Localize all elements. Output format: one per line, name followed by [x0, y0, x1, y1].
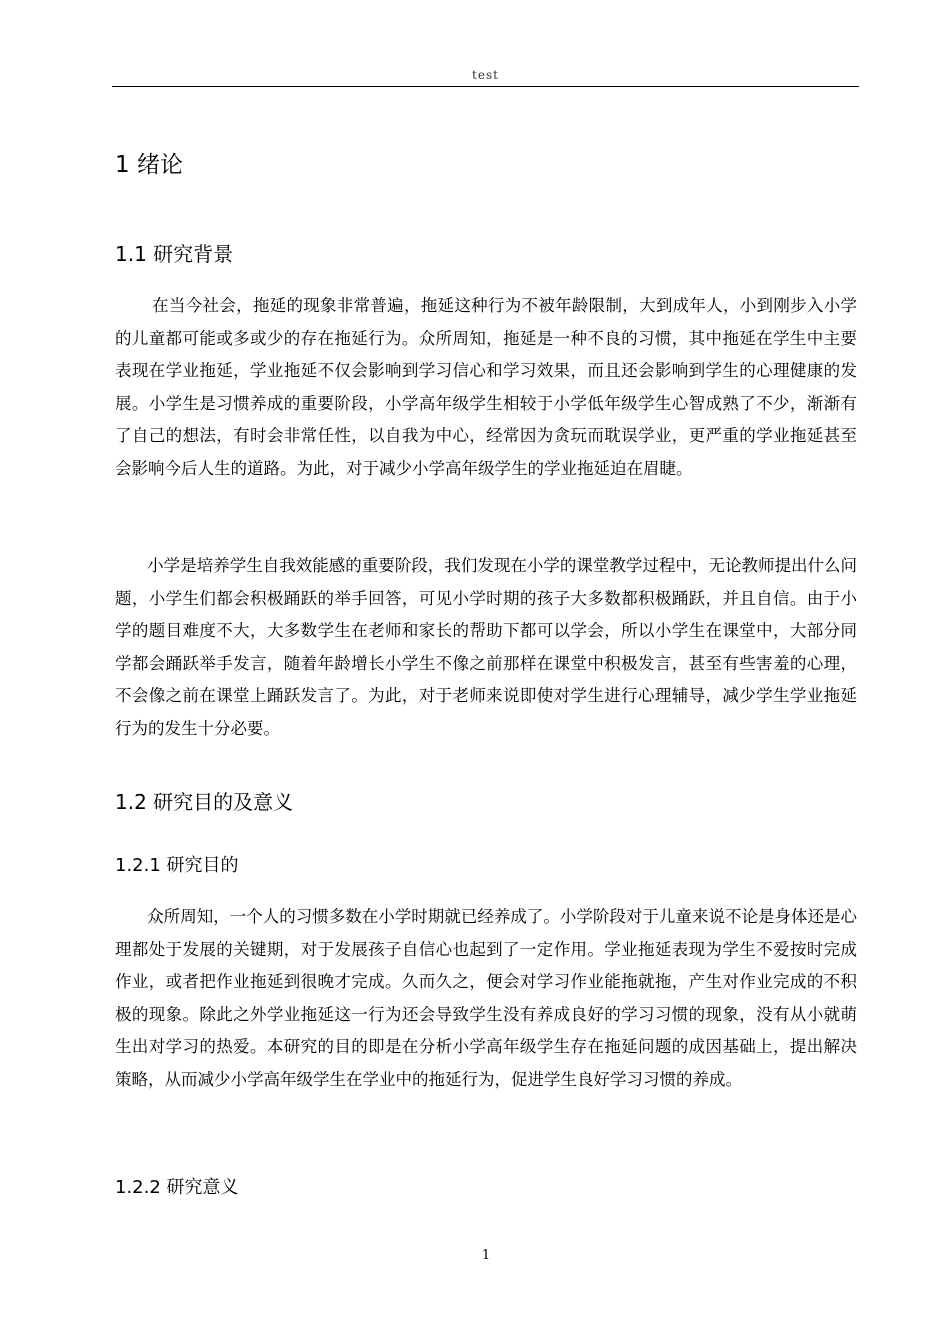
subsection-title-1-2-2: 1.2.2 研究意义: [115, 1177, 239, 1198]
section-title-1-1: 1.1 研究背景: [115, 242, 234, 266]
subsection-title-1-2-1: 1.2.1 研究目的: [115, 855, 239, 876]
page-header: test: [472, 68, 499, 82]
paragraph-background-1: 在当今社会，拖延的现象非常普遍，拖延这种行为不被年龄限制，大到成年人，小到刚步入小学的儿童都可能或多或少的存在拖延行为。众所周知，拖延是一种不良的习惯，其中拖延在学生中主要表现在学业拖延，学业拖延不仅会影响到学习信心和学习效果，而且还会影响到学生的心理健康的发展。小学生是习惯养成的重要阶段，小学高年级学生相较于小学低年级学生心智成熟了不少，渐渐有了自己的想法，有时会非常任性，以自我为中心，经常因为贪玩而耽误学业，更严重的学业拖延甚至会影响今后人生的道路。为此，对于减少小学高年级学生的学业拖延迫在眉睫。: [115, 296, 857, 478]
header-rule: [112, 86, 859, 87]
page-number: 1: [481, 1248, 491, 1263]
paragraph-purpose: 众所周知，一个人的习惯多数在小学时期就已经养成了。小学阶段对于儿童来说不论是身体还是心理都处于发展的关键期，对于发展孩子自信心也起到了一定作用。学业拖延表现为学生不爱按时完成作业，或者把作业拖延到很晚才完成。久而久之，便会对学习作业能拖就拖，产生对作业完成的不积极的现象。除此之外学业拖延这一行为还会导致学生没有养成良好的学习习惯的现象，没有从小就萌生出对学习的热爱。本研究的目的即是在分析小学高年级学生存在拖延问题的成因基础上，提出解决策略，从而减少小学高年级学生在学业中的拖延行为，促进学生良好学习习惯的养成。: [115, 907, 857, 1089]
chapter-title: 1 绪论: [115, 152, 183, 178]
paragraph-background-2: 小学是培养学生自我效能感的重要阶段，我们发现在小学的课堂教学过程中，无论教师提出什么问题，小学生们都会积极踊跃的举手回答，可见小学时期的孩子大多数都积极踊跃，并且自信。由于小学的题目难度不大，大多数学生在老师和家长的帮助下都可以学会，所以小学生在课堂中，大部分同学都会踊跃举手发言，随着年龄增长小学生不像之前那样在课堂中积极发言，甚至有些害羞的心理，不会像之前在课堂上踊跃发言了。为此，对于老师来说即使对学生进行心理辅导，减少学生学业拖延行为的发生十分必要。: [115, 556, 857, 738]
section-title-1-2: 1.2 研究目的及意义: [115, 790, 294, 814]
